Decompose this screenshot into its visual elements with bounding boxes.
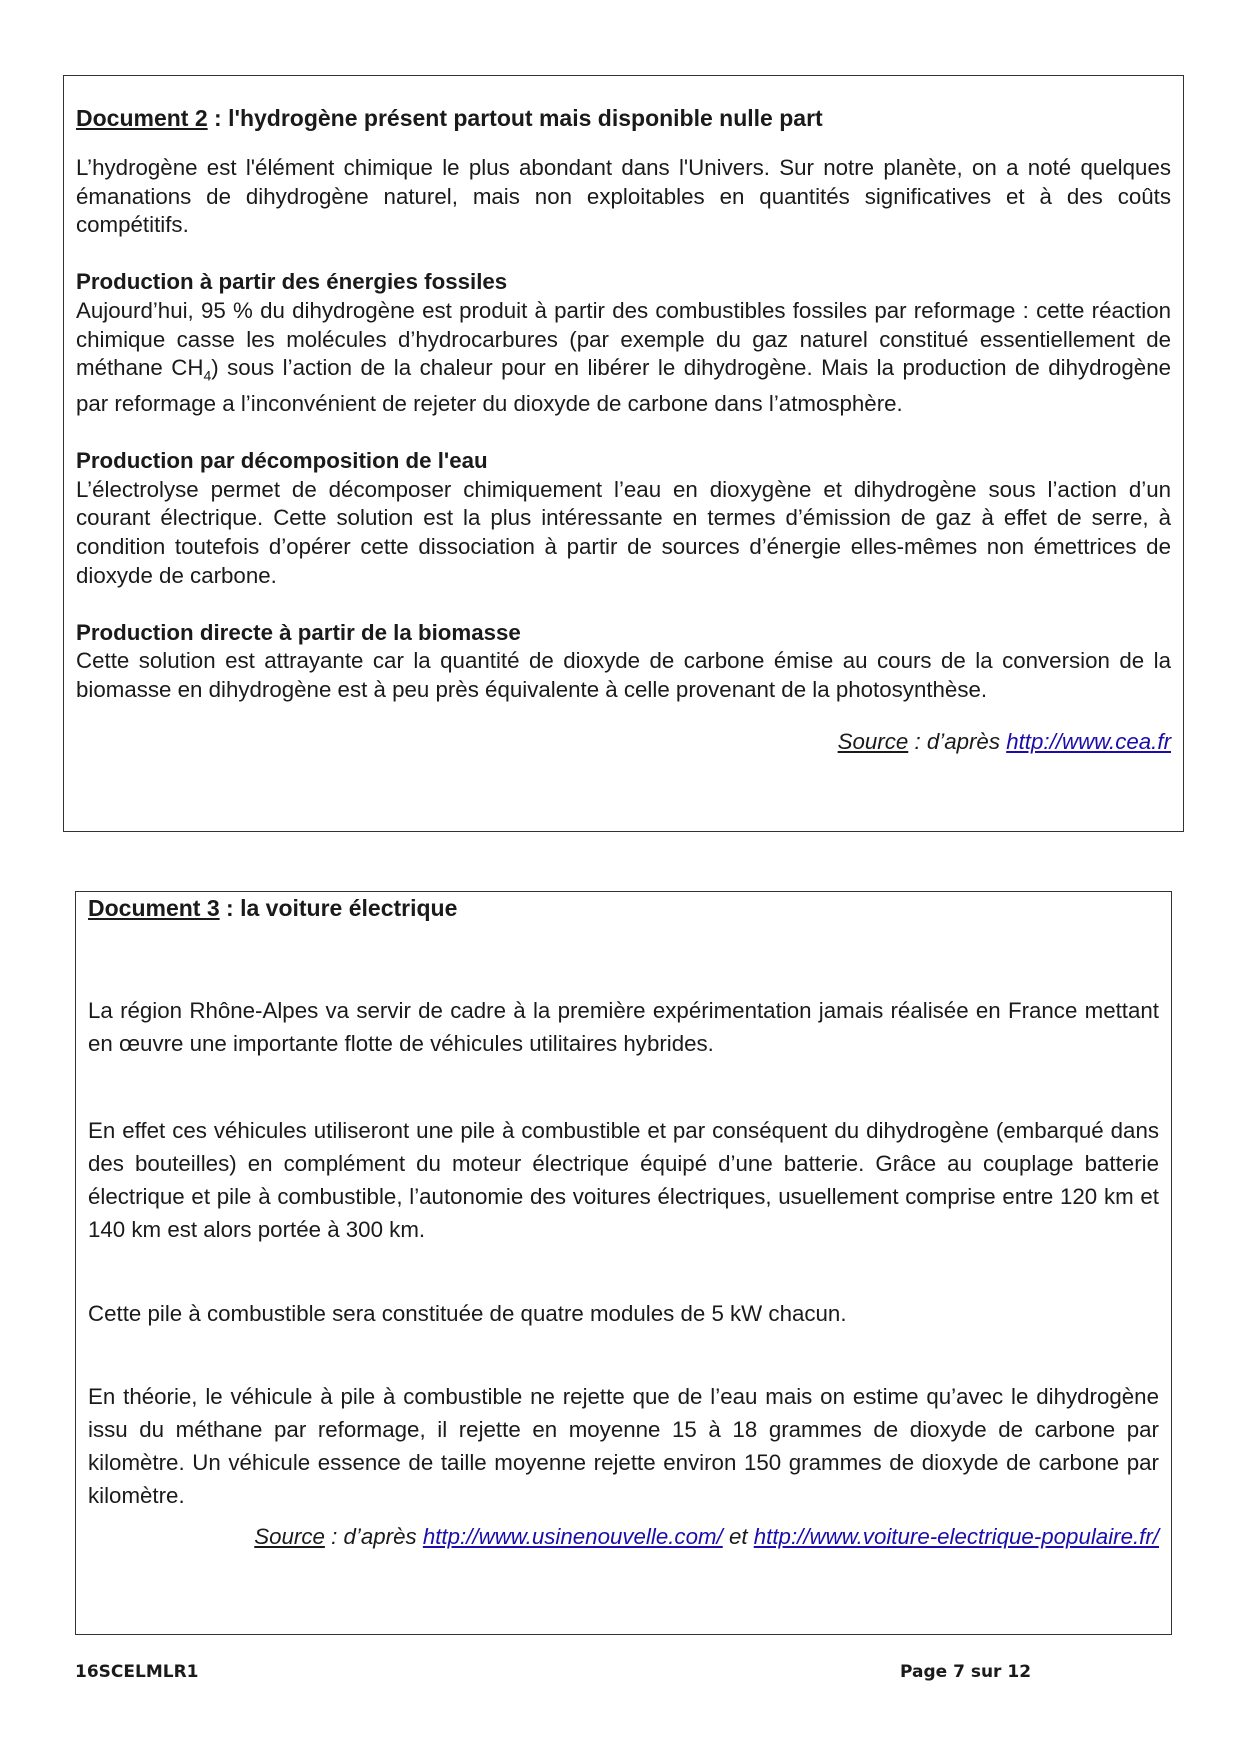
document-2-title [76,104,1171,132]
document-3-paragraph: En effet ces véhicules utiliseront une pile à combustible et par conséquent du dihydrogène (embarqué dans des bouteilles) en complément du moteur électrique équipé d’une batterie. Grâce au couplage batterie électrique et pile à combustible, l’autonomie des voitures électriques, usuellement comprise entre 120 km et 140 km est alors portée à 300 km. [88,1118,1159,1242]
document-3-title-text: : la voiture électrique [219,895,458,921]
section-biomass-text: Cette solution est attrayante car la quantité de dioxyde de carbone émise au cours de la conversion de la biomasse en dihydrogène est à peu près équivalente à celle provenant de la photosynthèse. [76,648,1171,702]
document-3-paragraph: En théorie, le véhicule à pile à combustible ne rejette que de l’eau mais on estime qu’avec le dihydrogène issu du méthane par reformage, il rejette en moyenne 15 à 18 grammes de dioxyde de carbone par kilomètre. Un véhicule essence de taille moyenne rejette environ 150 grammes de dioxyde de carbone par kilomètre. [88,1384,1159,1508]
document-2-box [63,75,1184,832]
section-fossil-heading: Production à partir des énergies fossiles [76,269,508,295]
cea-link[interactable]: http://www.cea.fr [1006,728,1171,754]
section-water-heading: Production par décomposition de l'eau [76,448,488,474]
document-3-title [88,894,1159,922]
document-3-box [75,891,1172,1635]
page-number: Page 7 sur 12 [900,1662,1032,1682]
usinenouvelle-link[interactable]: http://www.usinenouvelle.com/ [422,1524,723,1549]
section-water-text: L’électrolyse permet de décomposer chimiquement l’eau en dioxygène et dihydrogène sous l’action d’un courant électrique. Cette solution est la plus intéressante en termes d’émission de gaz à effet de serre, à condition toutefois d’opérer cette dissociation à partir de sources d’énergie elles-mêmes non émettrices de dioxyde de carbone. [76,476,1171,588]
document-2-title-text: : l'hydrogène présent partout mais disponible nulle part [207,105,823,131]
section-biomass-heading: Production directe à partir de la biomasse [76,619,521,645]
section-fossil-text: Aujourd’hui, 95 % du dihydrogène est produit à partir des combustibles fossiles par reformage : cette réaction chimique casse les molécules d’hydrocarbures (par exemple du gaz naturel constitué essentiellement de méthane $CH_4$) sous l’action de la chaleur pour en libérer le dihydrogène. Mais la production de dihydrogène par reformage a l’inconvénient de rejeter du dioxyde de carbone dans l’atmosphère. [76,297,1172,417]
document-code: 16SCELMLR1 [75,1662,199,1682]
document-2-intro: L’hydrogène est l'élément chimique le plus abondant dans l'Univers. Sur notre planète, on a noté quelques émanations de dihydrogène naturel, mais non exploitables en quantités significatives et à des coûts compétitifs. [76,155,1171,238]
document-2-label: Document 2 [76,105,208,131]
voiture-electrique-link[interactable]: http://www.voiture-electrique-populaire.fr/ [753,1524,1159,1549]
document-3-source: Source : d’après http://www.usinenouvelle.com/ et http://www.voiture-electrique-populaire.fr/ [254,1524,1159,1549]
document-3-paragraph: Cette pile à combustible sera constituée de quatre modules de 5 kW chacun. [88,1301,847,1326]
document-3-label: Document 3 [88,895,220,921]
document-3-paragraph: La région Rhône-Alpes va servir de cadre à la première expérimentation jamais réalisée en France mettant en œuvre une importante flotte de véhicules utilitaires hybrides. [88,998,1159,1056]
document-2-source: Source : d’après http://www.cea.fr [837,728,1171,754]
